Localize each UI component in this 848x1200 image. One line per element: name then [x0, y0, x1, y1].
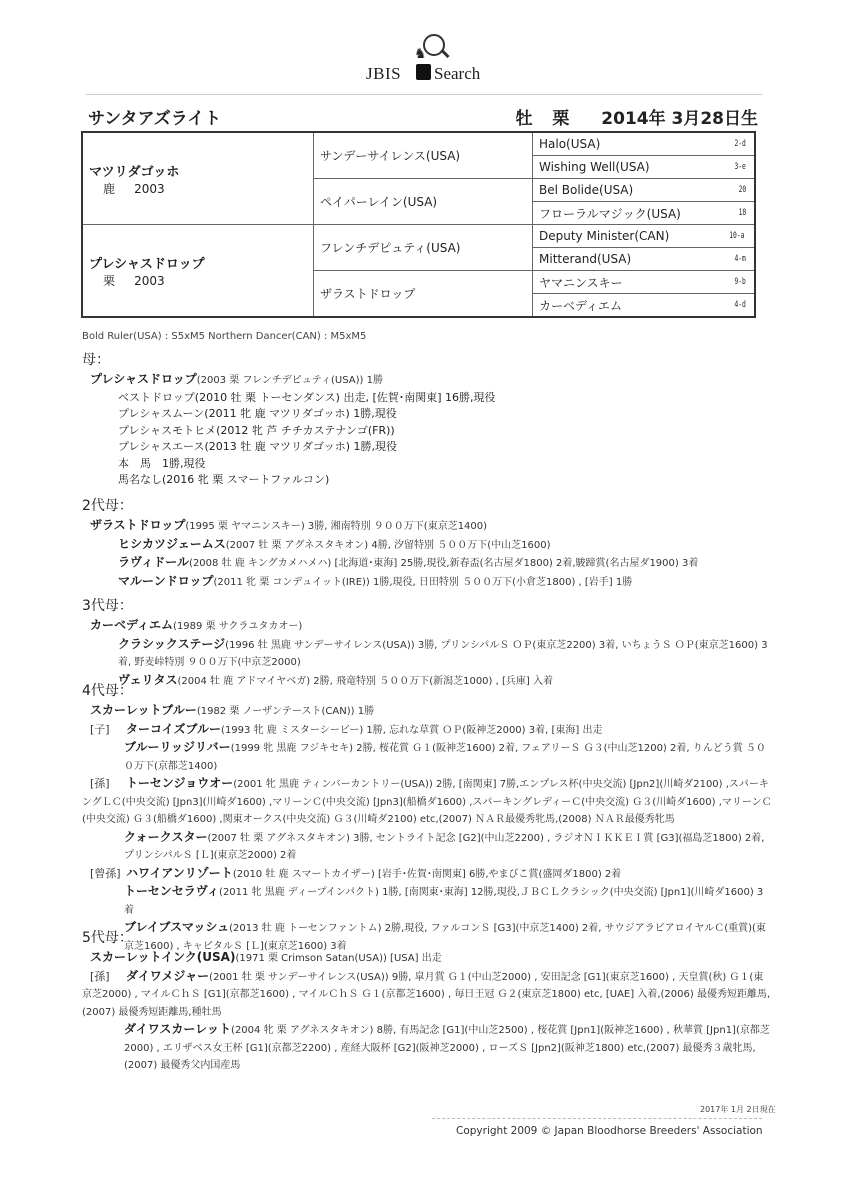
list-item: トーセンセラヴィ(2011 牝 黒鹿 ディープインパクト) 1勝, [南関東･東海] 12勝,現役,ＪＢＣＬクラシック(中央交流) [Jpn1](川崎ダ1600) 3着	[124, 884, 764, 916]
list-item: ブレイブスマッシュ(2013 牡 鹿 トーセンファントム) 2勝,現役, ファルコンＳ [G3](中京芝1400) 2着, サウジアラビアロイヤルＣ(重賞)(東京芝1600) , キャピタルＳ [Ｌ](東京芝1600) 3着	[124, 920, 766, 952]
family-main: スカーレットインク(USA)(1971 栗 Crimson Satan(USA)) [USA] 出走	[90, 950, 442, 964]
section-dam	[82, 350, 772, 489]
list-item: ヴェリタス(2004 牡 鹿 アドマイヤベガ) 2勝, 飛竜特別 ５００万下(新潟芝1000) , [兵庫] 入着	[118, 672, 553, 687]
section-title: 3代母：	[82, 598, 133, 614]
section-gen2	[82, 496, 772, 591]
list-item: [子] ターコイズブルー(1993 牝 鹿 ミスターシービー) 1勝, 忘れな草賞 ＯＰ(阪神芝2000) 3着, [東海] 出走	[90, 721, 603, 736]
list-item: ブルーリッジリバー(1999 牝 黒鹿 フジキセキ) 2勝, 桜花賞 Ｇ１(阪神芝1600) 2着, フェアリーＳ Ｇ３(中山芝1200) 2着, りんどう賞 ５００万下(京都芝1400)	[124, 740, 766, 772]
logo-text-jbis: JBIS	[366, 64, 402, 83]
horse-color: 栗	[552, 109, 570, 129]
horse-icon: ♞	[414, 46, 427, 62]
section-title: 2代母：	[82, 498, 133, 514]
family-main: スカーレットブルー(1982 栗 ノーザンテースト(CAN)) 1勝	[90, 703, 375, 717]
list-item: ベストドロップ(2010 牡 栗 トーセンダンス) 出走, [佐賀･南関東] 16勝,現役	[118, 390, 496, 404]
pedigree-dd-sire[interactable]: ヤマニンスキー 9-b	[533, 271, 756, 294]
list-item: [孫] トーセンジョウオー(2001 牝 黒鹿 ティンバーカントリー(USA)) 2勝, [南関東] 7勝,エンプレス杯(中央交流) [Jpn2](川崎ダ2100) ,スパーキングＬＣ(中央交流) [Jpn3](川崎ダ1600) ,マリーンＣ(中央交流) [Jpn3](船橋ダ1600) ,スパーキングレディーＣ(中央交流) Ｇ３(川崎ダ1600) ,マリーンＣ(中央交流) Ｇ３(船橋ダ1600) ,関東オークス(中央交流) Ｇ３(川崎ダ2100) etc,(2007) ＮＡＲ最優秀牝馬,(2008) ＮＡＲ最優秀牝馬	[82, 776, 772, 825]
logo-bucket-icon	[416, 64, 431, 80]
magnifier-handle-icon	[440, 49, 449, 58]
pedigree-dam[interactable]	[82, 225, 314, 318]
list-item: プレシャスモトヒメ(2012 牝 芦 チチカステナンゴ(FR))	[118, 423, 395, 437]
pedigree-sd-sire[interactable]: Bel Bolide(USA) 20	[533, 179, 756, 202]
pedigree-dd-dam[interactable]: カーベディエム 4-d	[533, 294, 756, 318]
pedigree-sire-dam[interactable]: ペイパーレイン(USA)	[314, 179, 533, 225]
footer-divider	[432, 1118, 762, 1119]
pedigree-ds-sire[interactable]: Deputy Minister(CAN) 10-a	[533, 225, 756, 248]
family-main: ザラストドロップ(1995 栗 ヤマニンスキー) 3勝, 湘南特別 ９００万下(東京芝1400)	[90, 518, 488, 532]
horse-sex: 牡	[515, 109, 533, 129]
logo-text-search: Search	[434, 64, 481, 83]
list-item: ラヴィドール(2008 牡 鹿 キングカメハメハ) [北海道･東海] 25勝,現役,新春盃(名古屋ダ1800) 2着,駿蹄賞(名古屋ダ1900) 3着	[118, 555, 699, 569]
as-of-date: 2017年 1月 2日現在	[700, 1105, 776, 1114]
pedigree-sd-dam[interactable]: フローラルマジック(USA) 18	[533, 202, 756, 225]
pedigree-ss-dam[interactable]: Wishing Well(USA) 3-e	[533, 156, 756, 179]
pedigree-dam-sire[interactable]: フレンチデピュティ(USA)	[314, 225, 533, 271]
family-main: プレシャスドロップ(2003 栗 フレンチデピュティ(USA)) 1勝	[90, 372, 383, 386]
jbis-search-logo[interactable]	[366, 28, 486, 84]
dam-info: 栗 2003	[103, 273, 165, 288]
horse-name: サンタアズライト	[88, 109, 222, 129]
pedigree-sire-sire[interactable]: サンデーサイレンス(USA)	[314, 132, 533, 179]
horse-birth: 2014年 3月28日生	[601, 109, 758, 129]
list-item: プレシャスムーン(2011 牝 鹿 マツリダゴッホ) 1勝,現役	[118, 407, 397, 420]
pedigree-ss-sire[interactable]: Halo(USA) 2-d	[533, 132, 756, 156]
list-item: マルーンドロップ(2011 牝 栗 コンデュイット(IRE)) 1勝,現役, 日田特別 ５００万下(小倉芝1800) , [岩手] 1勝	[118, 573, 633, 588]
pedigree-table	[81, 131, 756, 318]
dam-name: プレシャスドロップ	[89, 256, 205, 272]
pedigree-dam-dam[interactable]: ザラストドロップ	[314, 271, 533, 318]
section-title: 5代母：	[82, 930, 133, 946]
list-item: 馬名なし(2016 牝 栗 スマートファルコン)	[118, 473, 330, 486]
copyright: Copyright 2009 © Japan Bloodhorse Breeders' Association	[456, 1125, 763, 1137]
pedigree-ds-dam[interactable]: Mitterand(USA) 4-m	[533, 248, 756, 271]
list-item: プレシャスエース(2013 牡 鹿 マツリダゴッホ) 1勝,現役	[118, 440, 398, 453]
list-item: クラシックステージ(1996 牡 黒鹿 サンデーサイレンス(USA)) 3勝, プリンシパルＳ ＯＰ(東京芝2200) 3着, いちょうＳ ＯＰ(東京芝1600) 3着, 野麦峠特別 ９００万下(中京芝2000)	[118, 636, 768, 668]
list-item: 本 馬 1勝,現役	[118, 456, 206, 470]
family-main: カーベディエム(1989 栗 サクラユタカオー)	[90, 618, 303, 632]
horse-meta	[501, 104, 758, 129]
list-item: ダイワスカーレット(2004 牝 栗 アグネスタキオン) 8勝, 有馬記念 [G1](中山芝2500) , 桜花賞 [Jpn1](阪神芝1600) , 秋華賞 [Jpn1](京都芝2000) , エリザベス女王杯 [G1](京都芝2200) , 産経大阪杯 [G2](阪神芝2000) , ローズＳ [Jpn2](阪神芝1800) etc,(2007) 最優秀３歳牝馬,(2007) 最優秀父内国産馬	[124, 1022, 770, 1071]
section-gen5	[82, 928, 772, 1075]
section-title: 母：	[82, 352, 110, 368]
header-divider	[86, 94, 762, 95]
inbreeding-note: Bold Ruler(USA) : S5xM5 Northern Dancer(CAN) : M5xM5	[82, 331, 367, 342]
list-item: クォークスター(2007 牡 栗 アグネスタキオン) 3勝, セントライト記念 [G2](中山芝2200) , ラジオＮＩＫＫＥＩ賞 [G3](福島芝1800) 2着, プリンシパルＳ [Ｌ](東京芝2000) 2着	[124, 829, 765, 861]
sire-info: 鹿 2003	[103, 181, 165, 196]
horse-title-row	[88, 104, 758, 128]
section-gen3	[82, 596, 772, 690]
list-item: ヒシカツジェームス(2007 牡 栗 アグネスタキオン) 4勝, 汐留特別 ５００万下(中山芝1600)	[118, 536, 551, 551]
sire-name: マツリダゴッホ	[89, 164, 180, 180]
list-item: [曾孫] ハワイアンリゾート(2010 牡 鹿 スマートカイザー) [岩手･佐賀･南関東] 6勝,やまびこ賞(盛岡ダ1800) 2着	[90, 865, 622, 880]
pedigree-sire[interactable]	[82, 132, 314, 225]
list-item: [孫] ダイワメジャー(2001 牡 栗 サンデーサイレンス(USA)) 9勝, 皐月賞 Ｇ１(中山芝2000) , 安田記念 [G1](東京芝1600) , 天皇賞(秋) Ｇ１(東京芝2000) , マイルＣｈＳ [G1](京都芝1600) , マイルＣｈＳ Ｇ１(京都芝1600) , 毎日王冠 Ｇ２(東京芝1800) etc, [UAE] 入着,(2006) 最優秀短距離馬,(2007) 最優秀短距離馬,種牡馬	[82, 968, 771, 1018]
section-gen4	[82, 681, 772, 955]
section-title: 4代母：	[82, 683, 133, 699]
